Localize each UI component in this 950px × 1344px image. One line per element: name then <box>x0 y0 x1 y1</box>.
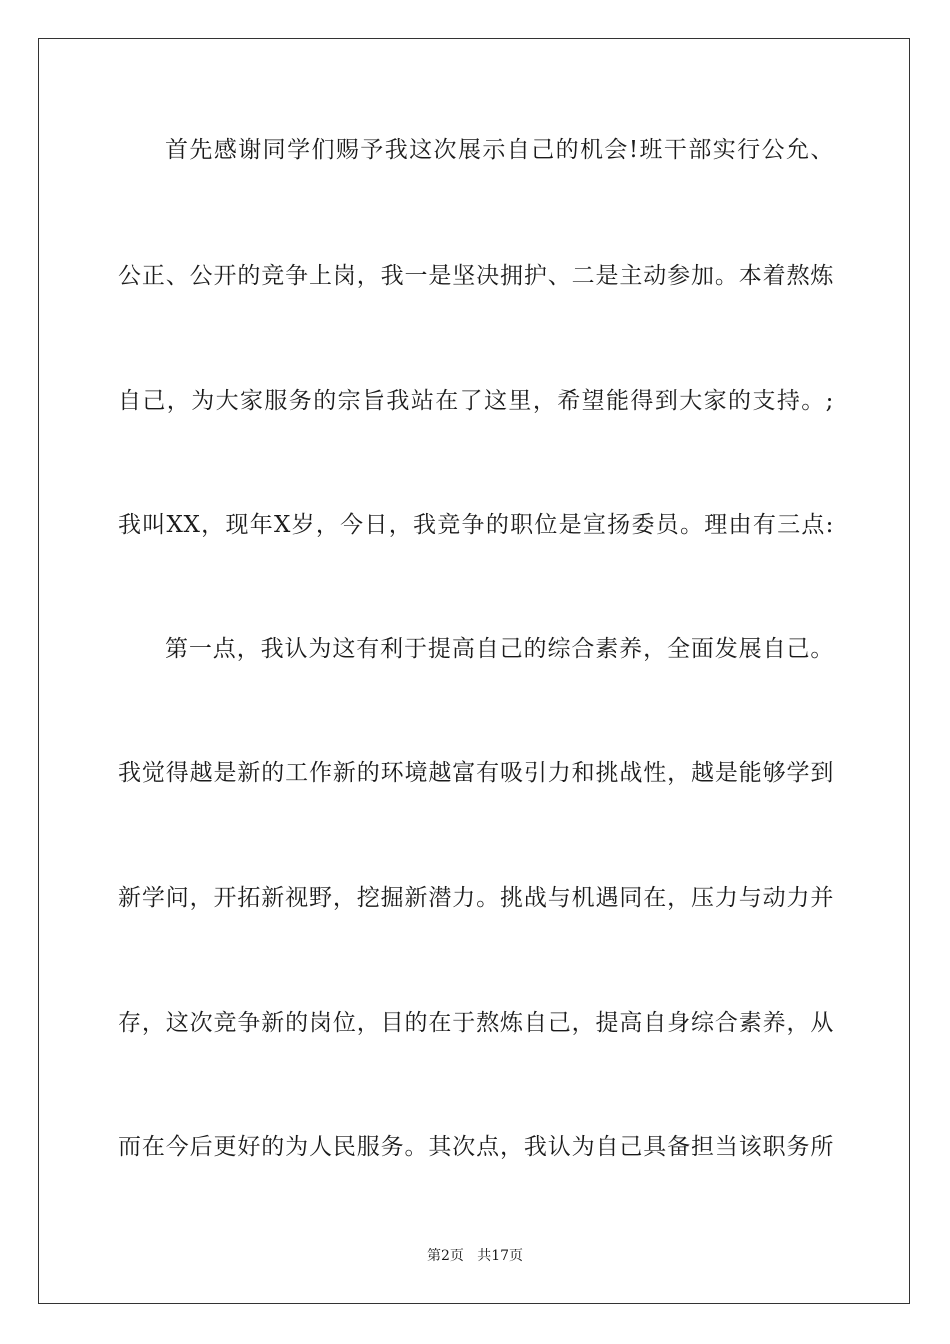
paragraph-line-5: 第一点，我认为这有利于提高自己的综合素养，全面发展自己。 <box>165 636 834 662</box>
paragraph-line-9: 而在今后更好的为人民服务。其次点，我认为自己具备担当该职务所 <box>118 1134 834 1160</box>
paragraph-line-7: 新学问，开拓新视野，挖掘新潜力。挑战与机遇同在，压力与动力并 <box>118 885 834 911</box>
paragraph-line-1: 首先感谢同学们赐予我这次展示自己的机会!班干部实行公允、 <box>165 137 834 163</box>
page-number-footer: 第2页 共17页 <box>426 1248 524 1264</box>
paragraph-line-6: 我觉得越是新的工作新的环境越富有吸引力和挑战性，越是能够学到 <box>118 760 834 786</box>
paragraph-line-3: 自己，为大家服务的宗旨我站在了这里，希望能得到大家的支持。; <box>118 388 834 414</box>
paragraph-line-2: 公正、公开的竞争上岗，我一是坚决拥护、二是主动参加。本着熬炼 <box>118 263 834 289</box>
paragraph-line-8: 存，这次竞争新的岗位，目的在于熬炼自己，提高自身综合素养，从 <box>118 1010 834 1036</box>
page-border <box>38 38 910 1304</box>
paragraph-line-4: 我叫XX，现年X岁，今日，我竞争的职位是宣扬委员。理由有三点: <box>118 512 834 538</box>
